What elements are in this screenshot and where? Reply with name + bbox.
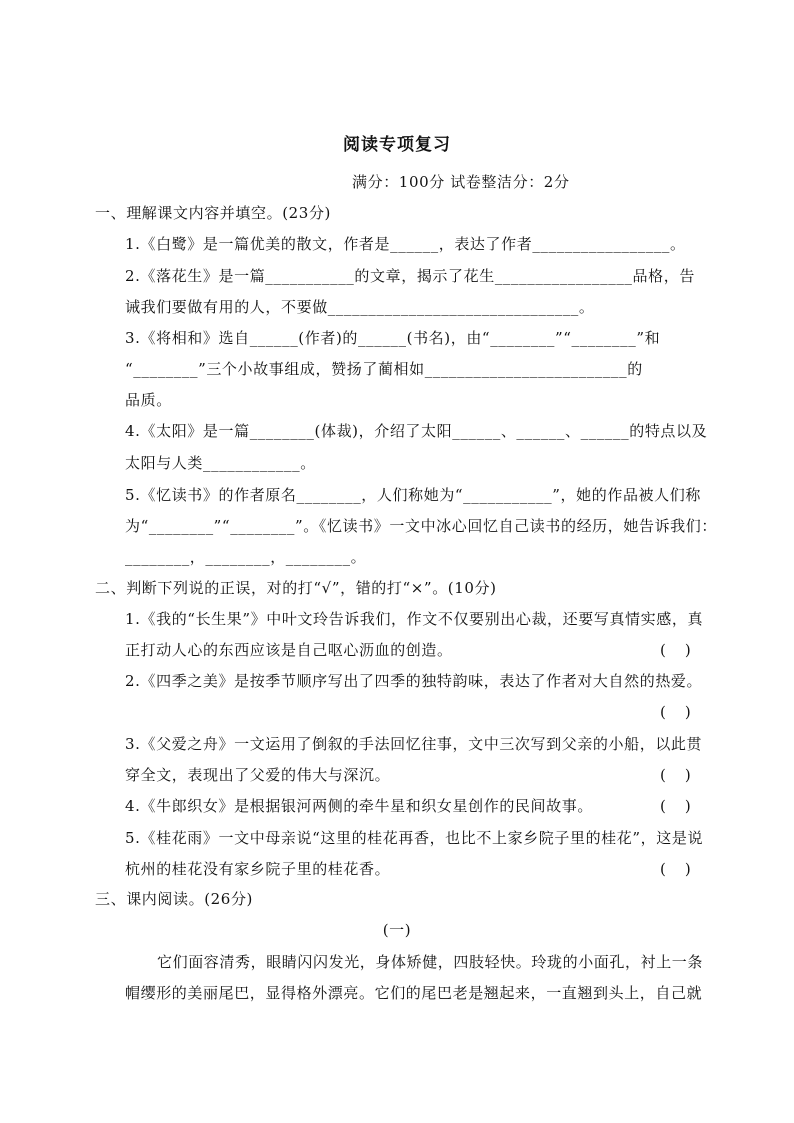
answer-paren-2[interactable]: ( ) <box>660 703 691 721</box>
page-title: 阅读专项复习 <box>343 135 451 155</box>
section1-heading: 一、理解课文内容并填空。(23分) <box>95 204 331 222</box>
s2-question-4-line1: 4.《牛郎织女》是根据银河两侧的牵牛星和织女星创作的民间故事。 <box>125 797 593 815</box>
s2-question-5-line2: 杭州的桂花没有家乡院子里的桂花香。 <box>125 860 391 878</box>
s2-question-1-line1: 1.《我的“长生果”》中叶文玲告诉我们，作文不仅要别出心裁，还要写真情实感，真 <box>125 610 704 628</box>
s2-question-2-line1: 2.《四季之美》是按季节顺序写出了四季的独特韵味，表达了作者对大自然的热爱。 <box>125 672 703 690</box>
s1-question-3-line2: “________”三个小故事组成，赞扬了蔺相如_________________________的 <box>125 360 643 378</box>
answer-paren-1[interactable]: ( ) <box>660 641 691 659</box>
s2-question-1-line2: 正打动人心的东西应该是自己呕心沥血的创造。 <box>125 641 453 659</box>
s1-question-5-line2: 为“________”“________”。《忆读书》一文中冰心回忆自己读书的经历，她告诉我们： <box>125 517 717 535</box>
passage-line-1: 它们面容清秀，眼睛闪闪发光，身体矫健，四肢轻快。玲珑的小面孔，衬上一条 <box>157 953 704 971</box>
s1-question-5-line3: ________，________，________。 <box>125 548 367 566</box>
answer-paren-4[interactable]: ( ) <box>660 797 691 815</box>
answer-paren-3[interactable]: ( ) <box>660 766 691 784</box>
section2-heading: 二、判断下列说的正误，对的打“√”，错的打“×”。(10分) <box>95 579 497 597</box>
s1-question-2-line2: 诫我们要做有用的人，不要做_______________________________。 <box>125 298 595 316</box>
section3-heading: 三、课内阅读。(26分) <box>95 890 253 908</box>
s2-question-5-line1: 5.《桂花雨》一文中母亲说“这里的桂花再香，也比不上家乡院子里的桂花”，这是说 <box>125 829 704 847</box>
s1-question-4-line2: 太阳与人类____________。 <box>125 454 316 472</box>
s2-question-3-line1: 3.《父爱之舟》一文运用了倒叙的手法回忆往事，文中三次写到父亲的小船，以此贯 <box>125 735 703 753</box>
passage-subtitle: (一) <box>382 921 412 939</box>
score-line: 满分：100分 试卷整洁分：2分 <box>352 173 570 191</box>
s1-question-2-line1: 2.《落花生》是一篇___________的文章，揭示了花生_________________品格，告 <box>125 267 695 285</box>
s1-question-3-line1: 3.《将相和》选自______(作者)的______(书名)，由“________”“________”和 <box>125 329 661 347</box>
s1-question-5-line1: 5.《忆读书》的作者原名________，人们称她为“___________”，她的作品被人们称 <box>125 486 701 504</box>
s1-question-1: 1.《白鹭》是一篇优美的散文，作者是______，表达了作者_________________。 <box>125 235 686 253</box>
passage-line-2: 帽缨形的美丽尾巴，显得格外漂亮。它们的尾巴老是翘起来，一直翘到头上，自己就 <box>125 984 703 1002</box>
s1-question-3-line3: 品质。 <box>125 391 172 409</box>
s2-question-3-line2: 穿全文，表现出了父爱的伟大与深沉。 <box>125 766 391 784</box>
s1-question-4-line1: 4.《太阳》是一篇________(体裁)，介绍了太阳______、______、______的特点以及 <box>125 422 708 440</box>
answer-paren-5[interactable]: ( ) <box>660 860 691 878</box>
